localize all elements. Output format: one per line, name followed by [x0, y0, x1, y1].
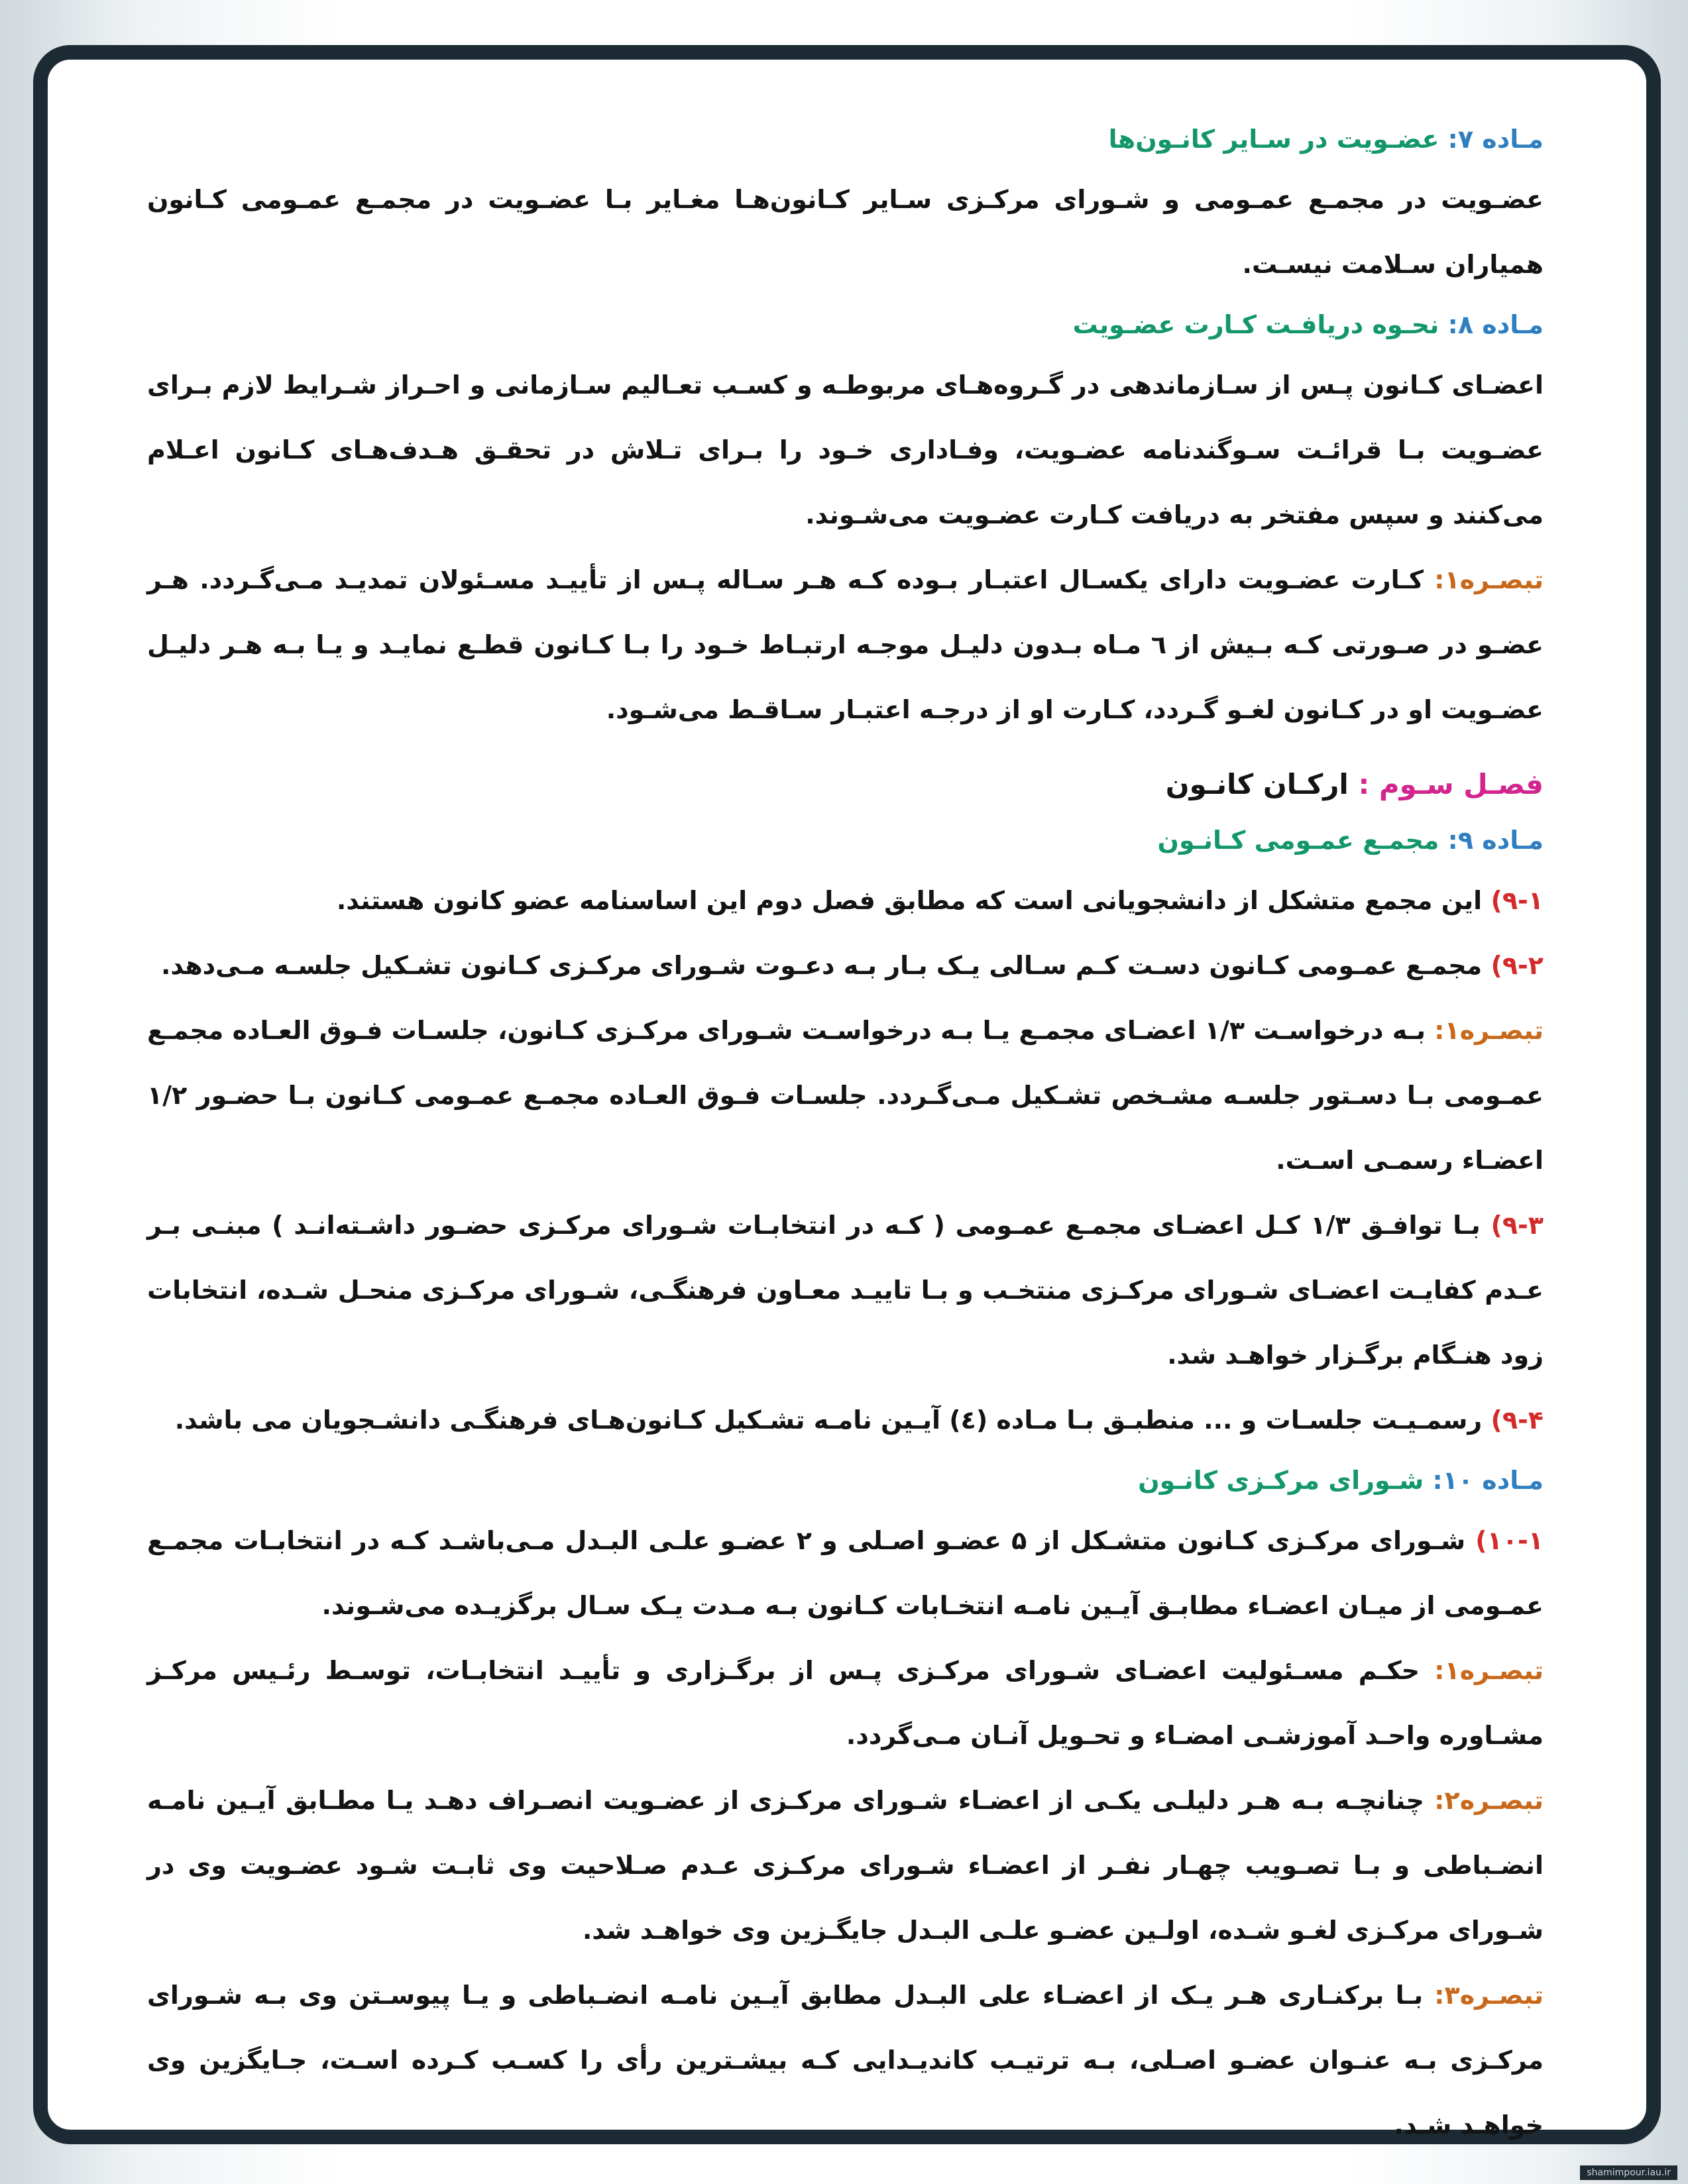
clause-number: ۱۰-۱) — [1465, 1526, 1544, 1555]
article-heading — [147, 111, 1544, 167]
note-text: حکـم مسـئولیت اعضـای شـورای مرکـزی پـس از برگـزاری و تأییـد انتخابـات، توسـط رئـیس مرکـز مشـاوره واحـد آموزشـی امضـاء و تحـویل آنـان مـی‌گردد. — [147, 1656, 1544, 1750]
clause-number: ۹-۲) — [1482, 951, 1544, 980]
chapter-label: فصـل سـوم : — [1348, 768, 1544, 800]
body-paragraph — [147, 167, 1544, 297]
clause-text: شـورای مرکـزی کـانون متشـکل از ۵ عضـو اصـلی و ۲ عضـو علـی البـدل مـی‌باشـد کـه در انتخابـات مجمـع عمـومی از میـان اعضـاء مطابـق آیـین نامـه انتخـابات کـانون بـه مـدت یـک سـال برگزیـده می‌شـوند. — [147, 1526, 1544, 1620]
note-label: تبصـره۲: — [1424, 1786, 1544, 1815]
page-frame — [33, 45, 1661, 2144]
note-text: چنانچـه بـه هـر دلیلـی یکـی از اعضـاء شـورای مرکـزی از عضـویت انصـراف دهـد یـا مطـابق آیـین نامـه انضـباطی و بـا تصـویب چهـار نفـر از اعضـاء شـورای مرکـزی عـدم صـلاحیت وی ثابـت شـود عضـویت وی در شـورای مرکـزی لغـو شـده، اولـین عضـو علـی البـدل جایگـزین وی خواهـد شد. — [147, 1786, 1544, 1945]
clause-number: ۹-۴) — [1482, 1405, 1544, 1435]
chapter-heading — [147, 757, 1544, 812]
clause-text: بـا توافـق ۱/۳ کـل اعضـای مجمـع عمـومی ( کـه در انتخابـات شـورای مرکـزی حضـور داشـته‌انـد ) مبنـی بـر عـدم کفایـت اعضـای شـورای مرکـزی منتخـب و بـا تاییـد معـاون فرهنگـی، شـورای مرکـزی منحـل شـده، انتخابات زود هنـگام برگـزار خواهـد شد. — [147, 1211, 1544, 1370]
note-text: بـه درخواسـت ۱/۳ اعضـای مجمـع یـا بـه درخواسـت شـورای مرکـزی کـانون، جلسـات فـوق العـاده مجمـع عمـومی بـا دسـتور جلسـه مشـخص تشـکیل مـی‌گـردد. جلسـات فـوق العـاده مجمـع عمـومی کـانون بـا حضـور ۱/۲ اعضـاء رسمـی اسـت. — [147, 1016, 1544, 1175]
note-label: تبصـره۳: — [1423, 1981, 1544, 2010]
note-text: بـا برکنـاری هـر یـک از اعضـاء علی البـدل مطابق آیـین نامـه انضـباطی و یـا پیوسـتن وی بـه شـورای مرکـزی بـه عنـوان عضـو اصـلی، بـه ترتیـب کاندیـدایی کـه بیشـترین رأی را کسـب کـرده اسـت، جـایگزین وی خواهـد شـد. — [147, 1981, 1544, 2140]
article-title: شـورای مرکـزی کانـون — [1138, 1466, 1424, 1495]
note-label: تبصـره۱: — [1420, 1656, 1544, 1685]
clause-paragraph — [147, 1193, 1544, 1388]
article-heading — [147, 812, 1544, 868]
note-text: کـارت عضـویت دارای یکسـال اعتبـار بـوده کـه هـر سـاله پـس از تأییـد مسـئولان تمدیـد مـی‌گـردد. هـر عضـو در صـورتی کـه بـیش از ٦ مـاه بـدون دلیـل موجـه ارتبـاط خـود را بـا کـانون قطـع نمایـد و یـا بـه هـر دلیـل عضـویت او در کـانون لغـو گـردد، کـارت او از درجـه اعتبـار سـاقـط می‌شـود. — [147, 565, 1544, 724]
source-stamp: shamimpour.iau.ir — [1580, 2165, 1677, 2180]
clause-text: مجمـع عمـومی کـانون دسـت کـم سـالی یـک بـار بـه دعـوت شـورای مرکـزی کـانون تشـکیل جلسـه مـی‌دهد. — [160, 951, 1483, 980]
article-title: نحـوه دریافـت کـارت عضـویت — [1072, 310, 1439, 339]
clause-text: این مجمع متشکل از دانشجویانی است که مطابق فصل دوم این اساسنامه عضو کانون هستند. — [336, 886, 1483, 915]
document-body — [147, 111, 1544, 2157]
chapter-title: ارکـان کانـون — [1165, 768, 1349, 800]
article-number: مـاده ۹: — [1439, 826, 1544, 855]
note-paragraph — [147, 547, 1544, 742]
article-heading — [147, 1452, 1544, 1508]
clause-paragraph — [147, 933, 1544, 998]
clause-number: ۹-۱) — [1482, 886, 1544, 915]
clause-paragraph — [147, 868, 1544, 933]
note-paragraph — [147, 1963, 1544, 2157]
clause-paragraph — [147, 1508, 1544, 1638]
body-paragraph — [147, 353, 1544, 547]
clause-number: ۹-۳) — [1480, 1211, 1544, 1240]
article-number: مـاده ۸: — [1439, 310, 1544, 339]
note-paragraph — [147, 1638, 1544, 1768]
note-label: تبصـره۱: — [1426, 1016, 1544, 1045]
article-title: عضـویت در سـایر کانـون‌ها — [1108, 125, 1439, 154]
clause-text: رسمـیـت جلسـات و ... منطبـق بـا مـاده (٤) آیـین نامـه تشـکیل کـانون‌هـای فرهنگـی دانشـجویان می باشد. — [174, 1405, 1483, 1435]
paragraph-text: اعضـای کـانون پـس از سـازماندهی در گـروه‌هـای مربوطـه و کسـب تعـالیم سـازمانی و احـراز شـرایط لازم بـرای عضـویت بـا قرائـت سـوگندنامه عضـویت، وفـاداری خـود را بـرای تـلاش در تحقـق هـدف‌هـای کـانون اعـلام می‌کنند و سپس مفتخر به دریافت کـارت عضـویت می‌شـوند. — [147, 370, 1544, 529]
note-label: تبصـره۱: — [1424, 565, 1544, 594]
article-heading — [147, 297, 1544, 353]
note-paragraph — [147, 998, 1544, 1193]
paragraph-text: عضـویت در مجمـع عمـومی و شـورای مرکـزی سـایر کـانون‌هـا مغـایر بـا عضـویت در مجمـع عمـومی کـانون همیاران سـلامت نیسـت. — [147, 185, 1544, 279]
article-title: مجمـع عمـومی کـانـون — [1157, 826, 1439, 855]
clause-paragraph — [147, 1388, 1544, 1452]
note-paragraph — [147, 1768, 1544, 1963]
article-number: مـاده ۷: — [1439, 125, 1544, 154]
article-number: مـاده ۱۰: — [1424, 1466, 1544, 1495]
